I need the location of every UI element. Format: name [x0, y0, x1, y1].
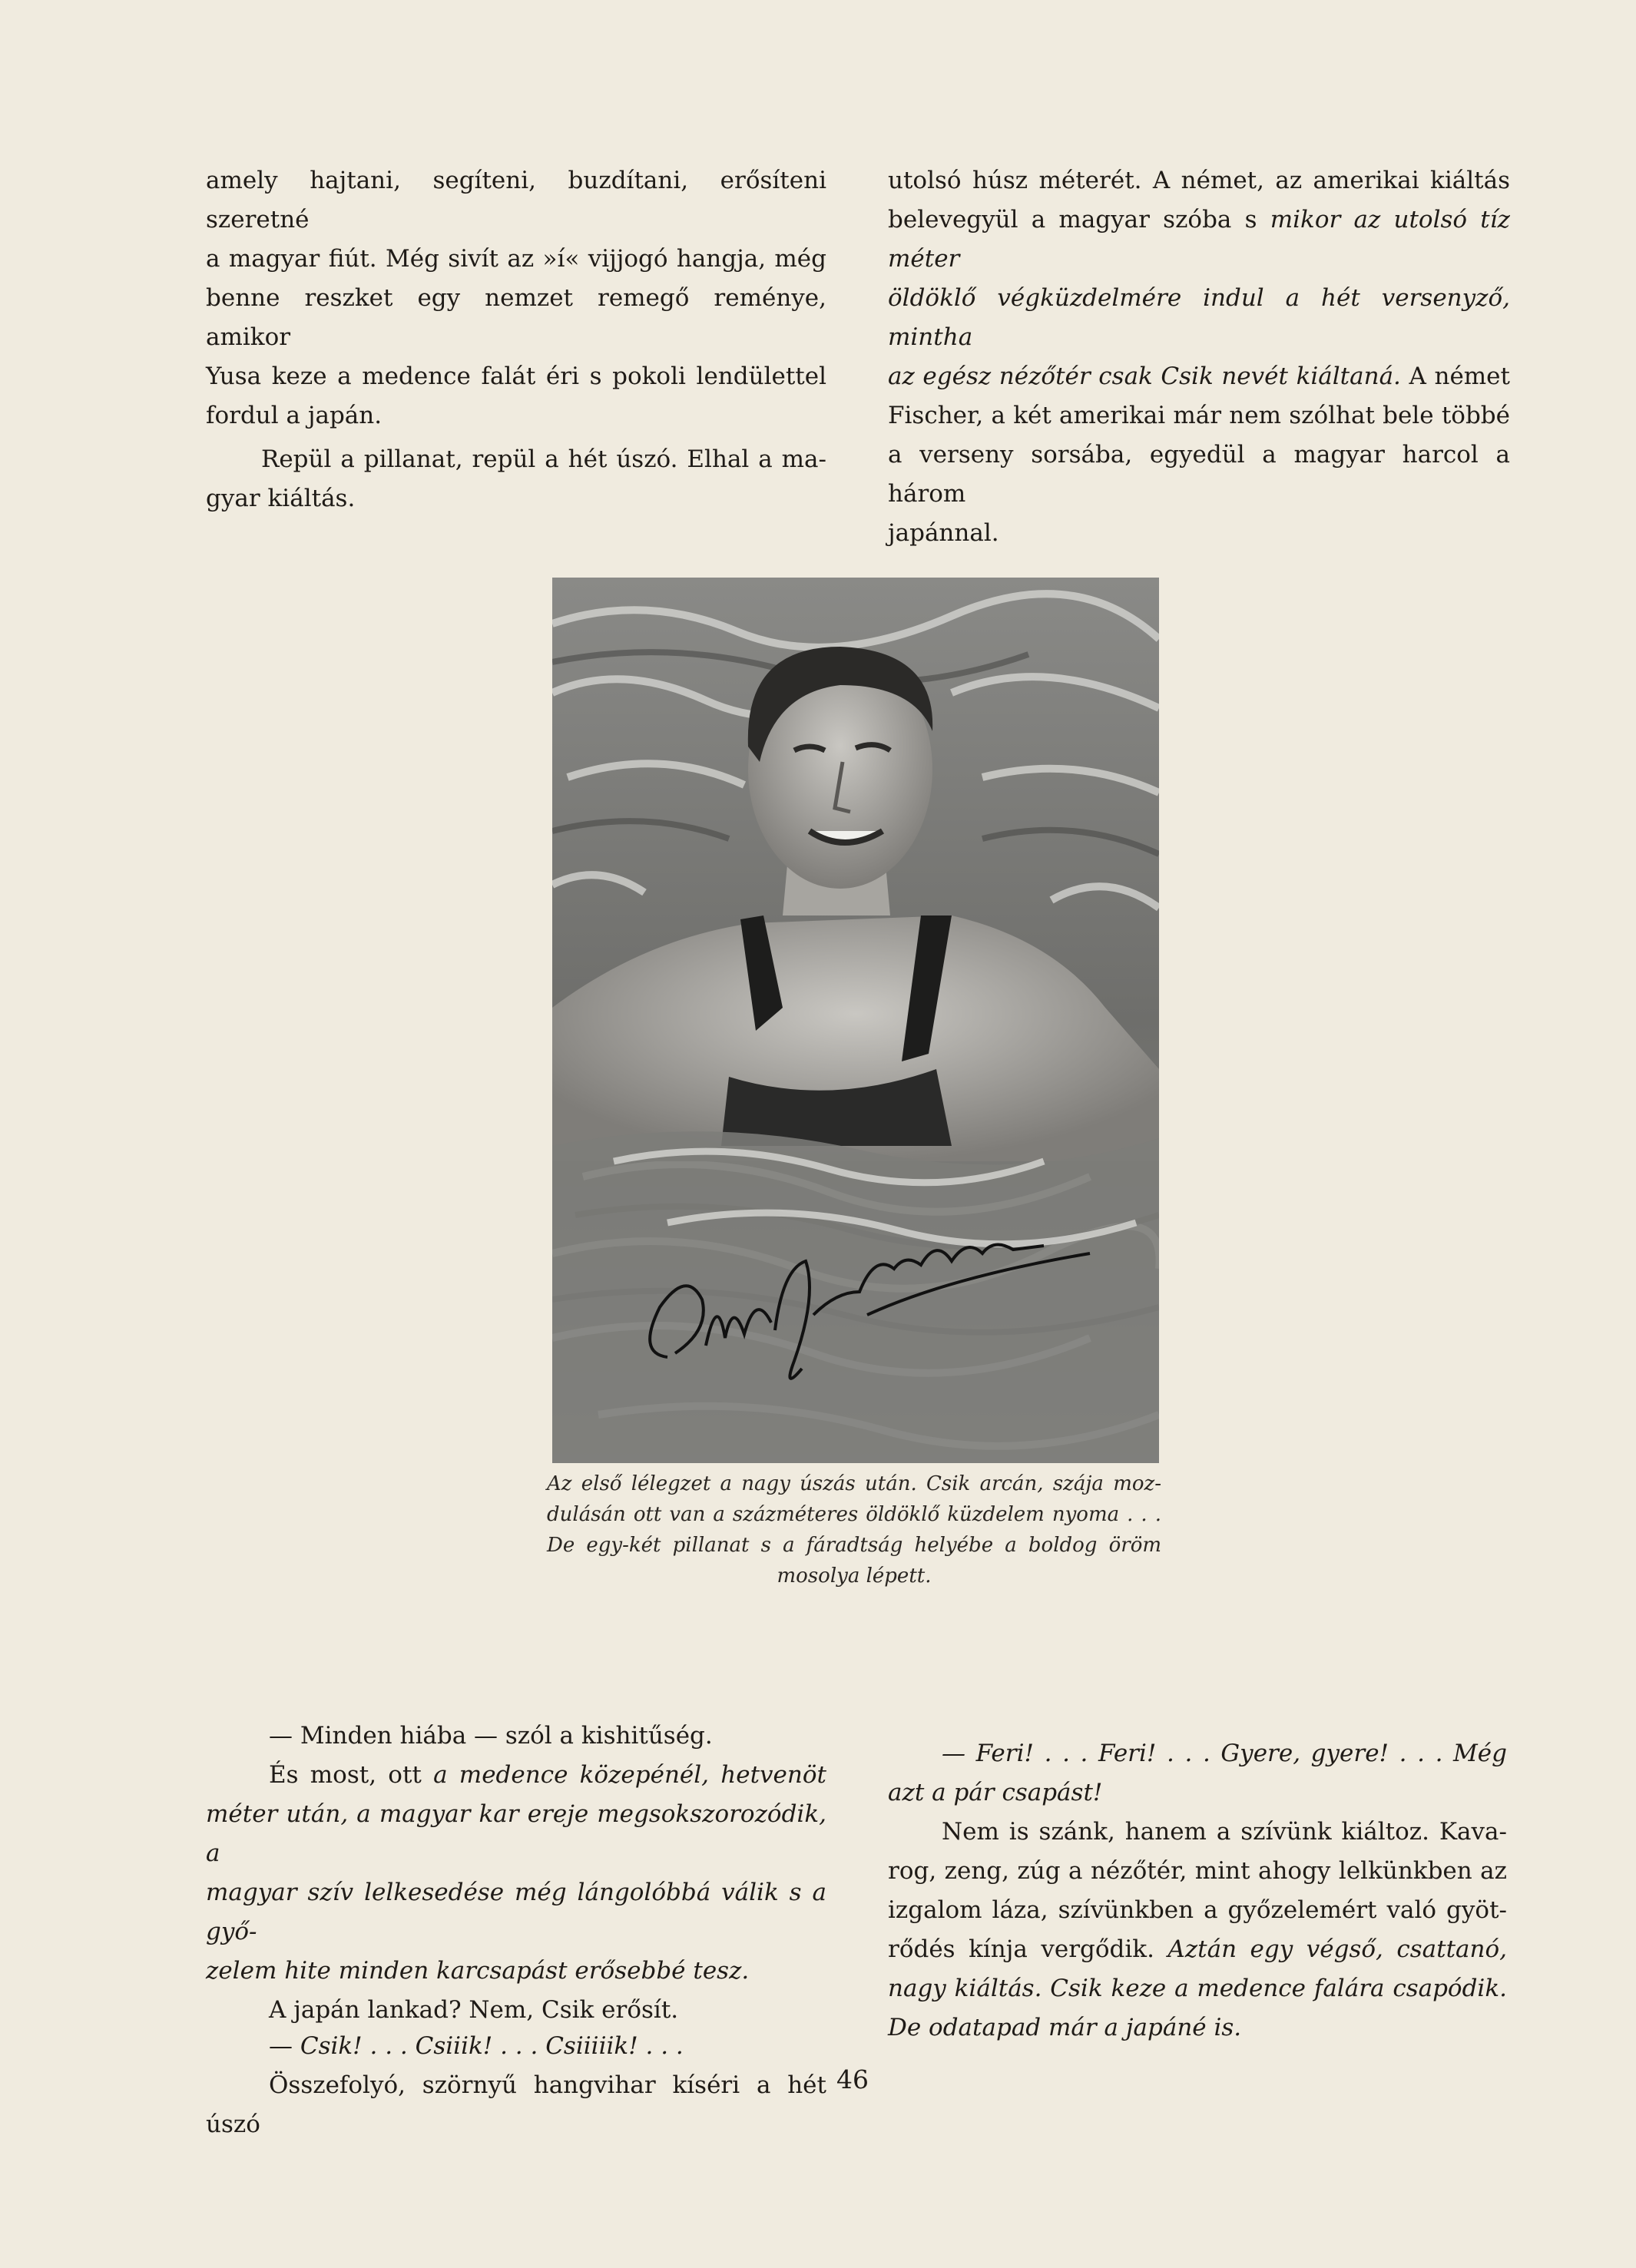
caption-line: dulásán ott van a százméteres öldöklő küzdelem nyoma . . .: [547, 1503, 1161, 1526]
text-line: azt a pár csapást!: [888, 1779, 1103, 1806]
text-line: Repül a pillanat, repül a hét úszó. Elhal a ma-: [261, 445, 826, 473]
top-left-column: [206, 161, 826, 518]
text-line: nagy kiáltás. Csik keze a medence falára csapódik.: [888, 1975, 1507, 2002]
paragraph-2: [206, 440, 826, 518]
bottom-right-column: [888, 1734, 1507, 2048]
text-span: rődés kínja vergődik.: [888, 1935, 1168, 1963]
text-line: De odatapad már a japáné is.: [888, 2014, 1242, 2041]
italic-span: mikor az utolsó tíz méter: [888, 206, 1510, 273]
swimmer-photo-icon: [552, 578, 1159, 1463]
text-line: izgalom láza, szívünkben a győzelemért való gyöt-: [888, 1896, 1507, 1924]
paragraph-1: [206, 161, 826, 435]
text-line: A japán lankad? Nem, Csik erősít.: [269, 1996, 679, 2024]
text-line: [206, 2027, 826, 2066]
text-line: Fischer, a két amerikai már nem szólhat bele többé: [888, 402, 1510, 429]
text-line: [888, 1930, 1507, 1969]
text-line: rog, zeng, zúg a nézőtér, mint ahogy lelkünkben az: [888, 1857, 1507, 1885]
text-line: Yusa keze a medence falát éri s pokoli lendülettel: [206, 363, 826, 390]
italic-span: Csik! . . . Csiiik! . . . Csiiiiik! . . .: [300, 2032, 684, 2060]
text-line: — Minden hiába — szól a kishitűség.: [269, 1722, 713, 1750]
text-line: fordul a japán.: [206, 402, 383, 429]
text-line: — Feri! . . . Feri! . . . Gyere, gyere! . . . Még: [942, 1740, 1507, 1767]
text-line: benne reszket egy nemzet remegő reménye, amikor: [206, 284, 826, 351]
caption-line: mosolya lépett.: [777, 1564, 932, 1588]
text-span: —: [269, 2032, 300, 2060]
photo-caption: [547, 1468, 1161, 1591]
text-line: amely hajtani, segíteni, buzdítani, erősíteni szeretné: [206, 167, 826, 233]
text-line: öldöklő végküzdelmére indul a hét versenyző, mintha: [888, 284, 1510, 351]
text-line: japánnal.: [888, 519, 999, 547]
text-line: [888, 357, 1510, 396]
text-line: gyar kiáltás.: [206, 485, 356, 512]
text-line: Nem is szánk, hanem a szívünk kiáltoz. Kava-: [942, 1818, 1507, 1846]
text-line: zelem hite minden karcsapást erősebbé tesz.: [206, 1957, 750, 1985]
text-line: magyar szív lelkesedése még lángolóbbá válik s a győ-: [206, 1879, 826, 1945]
page-number: 46: [836, 2064, 869, 2094]
text-line: a magyar fiút. Még sivít az »í« vijjogó hangja, még: [206, 245, 826, 273]
italic-span: a medence közepénél, hetvenöt: [433, 1761, 826, 1789]
swimmer-photo: [552, 578, 1159, 1463]
caption-line: De egy-két pillanat s a fáradtság helyébe a boldog öröm: [547, 1534, 1161, 1557]
text-line: utolsó húsz méterét. A német, az amerikai kiáltás: [888, 167, 1510, 194]
text-line: Összefolyó, szörnyű hangvihar kíséri a hét úszó: [206, 2071, 826, 2138]
italic-span: az egész nézőtér csak Csik nevét kiáltaná.: [888, 363, 1401, 390]
italic-span: Aztán egy végső, csattanó,: [1167, 1935, 1508, 1963]
bottom-left-column: [206, 1717, 826, 2144]
caption-line: Az első lélegzet a nagy úszás után. Csik arcán, szája moz-: [547, 1472, 1161, 1495]
text-span: A német: [1400, 363, 1510, 390]
text-line: [888, 200, 1510, 279]
text-span: belevegyül a magyar szóba s: [888, 206, 1270, 233]
text-line: méter után, a magyar kar ereje megsokszorozódik, a: [206, 1800, 826, 1867]
top-right-column: [888, 161, 1510, 553]
text-line: [206, 1756, 826, 1795]
text-span: És most, ott: [269, 1761, 434, 1789]
text-line: a verseny sorsába, egyedül a magyar harcol a három: [888, 441, 1510, 508]
